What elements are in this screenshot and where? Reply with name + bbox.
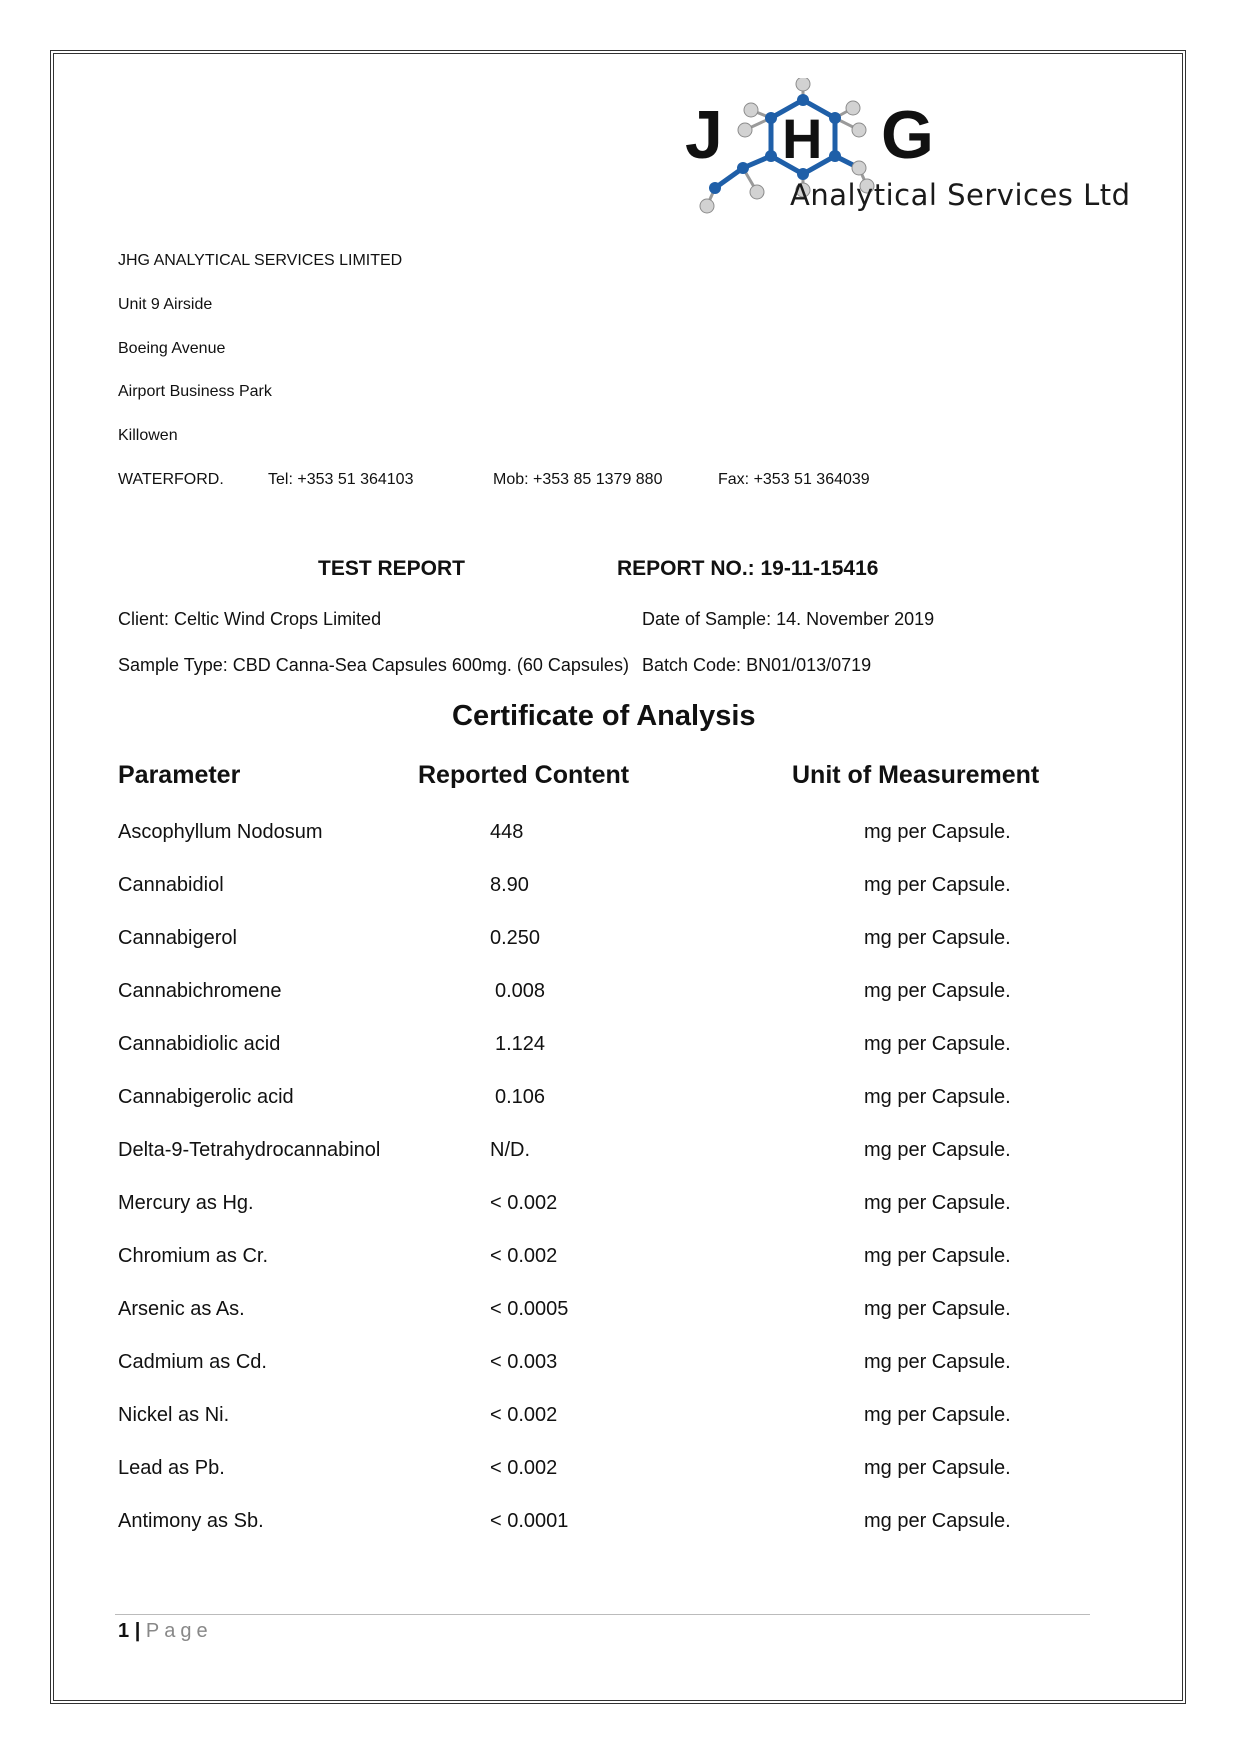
parameter-name: Ascophyllum Nodosum	[118, 821, 323, 843]
logo-subtitle: Analytical Services Ltd	[790, 178, 1131, 212]
table-row	[0, 1457, 1240, 1497]
batch-code: Batch Code: BN01/013/0719	[642, 655, 872, 675]
header-unit: Unit of Measurement	[792, 761, 1040, 789]
sample-type: Sample Type: CBD Canna-Sea Capsules 600mg. (60 Capsules)	[118, 655, 629, 675]
page-footer	[118, 1620, 213, 1643]
reported-value: < 0.002	[490, 1457, 558, 1479]
reported-value: 0.250	[490, 927, 541, 949]
parameter-name: Cannabidiol	[118, 874, 224, 896]
test-report-heading: TEST REPORT	[318, 557, 466, 580]
table-row	[0, 1298, 1240, 1338]
measurement-unit: mg per Capsule.	[864, 1298, 1011, 1320]
table-row	[0, 1351, 1240, 1391]
measurement-unit: mg per Capsule.	[864, 1086, 1011, 1108]
measurement-unit: mg per Capsule.	[864, 1510, 1011, 1532]
page-label: Page	[145, 1620, 213, 1642]
reported-value: 1.124	[495, 1033, 546, 1055]
measurement-unit: mg per Capsule.	[864, 927, 1011, 949]
table-row	[0, 1510, 1240, 1550]
parameter-name: Cannabigerol	[118, 927, 237, 949]
phone-number: Tel: +353 51 364103	[268, 471, 414, 488]
reported-value: 448	[490, 821, 524, 843]
table-row	[0, 1033, 1240, 1073]
certificate-title: Certificate of Analysis	[452, 700, 756, 732]
measurement-unit: mg per Capsule.	[864, 1192, 1011, 1214]
measurement-unit: mg per Capsule.	[864, 1404, 1011, 1426]
reported-value: N/D.	[490, 1139, 530, 1161]
table-row	[0, 980, 1240, 1020]
parameter-name: Cannabidiolic acid	[118, 1033, 281, 1055]
table-row	[0, 874, 1240, 914]
logo-letter-h: H	[782, 107, 823, 170]
reported-value: < 0.002	[490, 1192, 558, 1214]
header-reported-content: Reported Content	[418, 761, 630, 789]
reported-value: < 0.002	[490, 1404, 558, 1426]
measurement-unit: mg per Capsule.	[864, 874, 1011, 896]
address-city: WATERFORD.	[118, 471, 224, 488]
page-separator: |	[134, 1620, 141, 1642]
sample-date: Date of Sample: 14. November 2019	[642, 609, 935, 629]
page-number: 1	[118, 1620, 130, 1642]
parameter-name: Nickel as Ni.	[118, 1404, 230, 1426]
reported-value: 8.90	[490, 874, 529, 896]
reported-value: < 0.003	[490, 1351, 558, 1373]
reported-value: 0.106	[495, 1086, 546, 1108]
measurement-unit: mg per Capsule.	[864, 1457, 1011, 1479]
parameter-name: Cannabigerolic acid	[118, 1086, 294, 1108]
measurement-unit: mg per Capsule.	[864, 1245, 1011, 1267]
header-parameter: Parameter	[118, 761, 241, 789]
table-row	[0, 1245, 1240, 1285]
client-name: Client: Celtic Wind Crops Limited	[118, 609, 382, 629]
measurement-unit: mg per Capsule.	[864, 1139, 1011, 1161]
measurement-unit: mg per Capsule.	[864, 980, 1011, 1002]
parameter-name: Cadmium as Cd.	[118, 1351, 267, 1373]
footer-divider	[115, 1614, 1090, 1615]
address-line-1: Unit 9 Airside	[118, 296, 213, 313]
reported-value: < 0.0001	[490, 1510, 569, 1532]
measurement-unit: mg per Capsule.	[864, 821, 1011, 843]
table-row	[0, 821, 1240, 861]
table-row	[0, 927, 1240, 967]
table-row	[0, 1139, 1240, 1179]
parameter-name: Cannabichromene	[118, 980, 282, 1002]
measurement-unit: mg per Capsule.	[864, 1033, 1011, 1055]
measurement-unit: mg per Capsule.	[864, 1351, 1011, 1373]
reported-value: < 0.002	[490, 1245, 558, 1267]
parameter-name: Delta-9-Tetrahydrocannabinol	[118, 1139, 381, 1161]
logo-letter-g: G	[881, 97, 934, 173]
reported-value: < 0.0005	[490, 1298, 569, 1320]
address-line-2: Boeing Avenue	[118, 340, 226, 357]
parameter-name: Arsenic as As.	[118, 1298, 245, 1320]
parameter-name: Chromium as Cr.	[118, 1245, 269, 1267]
parameter-name: Antimony as Sb.	[118, 1510, 264, 1532]
logo-letter-j: J	[685, 97, 723, 173]
table-row	[0, 1086, 1240, 1126]
table-row	[0, 1192, 1240, 1232]
address-line-3: Airport Business Park	[118, 383, 272, 400]
company-name: JHG ANALYTICAL SERVICES LIMITED	[118, 252, 403, 269]
reported-value: 0.008	[495, 980, 546, 1002]
mobile-number: Mob: +353 85 1379 880	[493, 471, 663, 488]
report-number: REPORT NO.: 19-11-15416	[617, 557, 879, 580]
table-row	[0, 1404, 1240, 1444]
address-line-4: Killowen	[118, 427, 178, 444]
parameter-name: Mercury as Hg.	[118, 1192, 254, 1214]
fax-number: Fax: +353 51 364039	[718, 471, 870, 488]
parameter-name: Lead as Pb.	[118, 1457, 225, 1479]
